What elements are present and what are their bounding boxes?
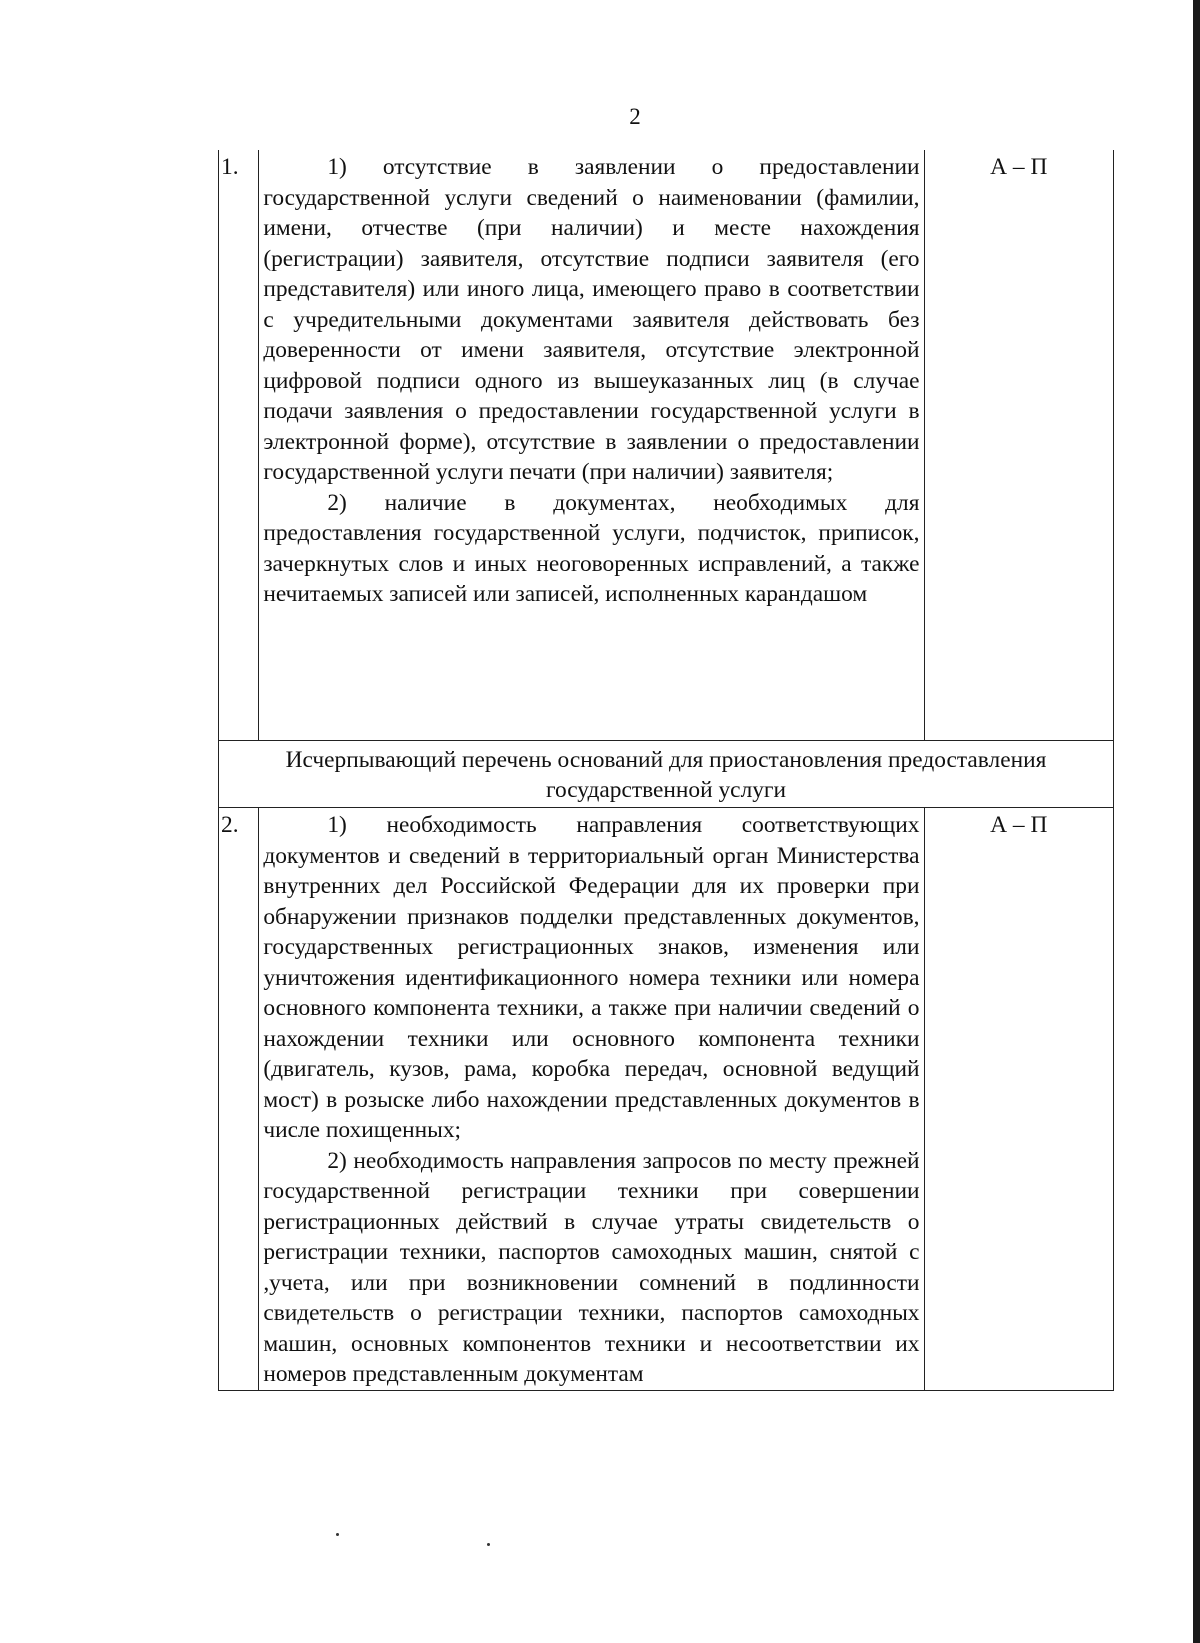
section-heading: Исчерпывающий перечень оснований для приостановления предоставления государственной услуги [219, 741, 1114, 808]
paragraph: 1) необходимость направления соответствующих документов и сведений в территориальный орган Министерства внутренних дел Российской Федерации для их проверки при обнаружении признаков подделки представленных документов, государственных регистрационных знаков, изменения или уничтожения идентификационного номера техники или номера основного компонента техники, а также при наличии сведений о нахождении техники или основного компонента техники (двигатель, кузов, рама, коробка передач, основной ведущий мост) в розыске либо нахождении представленных документов в числе похищенных; [263, 812, 920, 1143]
row-number: 1. [219, 150, 259, 741]
table-row [219, 808, 1114, 1391]
row-text-cell [259, 150, 924, 741]
scan-speck [336, 1533, 339, 1536]
grounds-table [218, 150, 1114, 1391]
row-code: А – П [924, 808, 1114, 1391]
row-text-cell [259, 808, 924, 1391]
row-code: А – П [924, 150, 1114, 741]
scan-edge [1193, 0, 1200, 1643]
table-row [219, 150, 1114, 741]
scan-speck [487, 1543, 490, 1546]
paragraph: 2) наличие в документах, необходимых для предоставления государственной услуги, подчисток, приписок, зачеркнутых слов и иных неоговоренных исправлений, а также нечитаемых записей или записей, исполненных карандашом [263, 489, 920, 607]
page-number: 2 [629, 104, 641, 129]
paragraph: 2) необходимость направления запросов по месту прежней государственной регистрации техники при совершении регистрационных действий в случае утраты свидетельств о регистрации техники, паспортов самоходных машин, снятой с ,учета, или при возникновении сомнений в подлинности свидетельств о регистрации техники, паспортов самоходных машин, основных компонентов техники и несоответствии их номеров представленным документам [263, 1147, 920, 1387]
section-heading-row [219, 741, 1114, 808]
paragraph: 1) отсутствие в заявлении о предоставлении государственной услуги сведений о наименовании (фамилии, имени, отчестве (при наличии) и месте нахождения (регистрации) заявителя, отсутствие подписи заявителя (его представителя) или иного лица, имеющего право в соответствии с учредительными документами заявителя действовать без доверенности от имени заявителя, отсутствие электронной цифровой подписи одного из вышеуказанных лиц (в случае подачи заявления о предоставлении государственной услуги в электронной форме), отсутствие в заявлении о предоставлении государственной услуги печати (при наличии) заявителя; [263, 154, 920, 485]
row-number: 2. [219, 808, 259, 1391]
